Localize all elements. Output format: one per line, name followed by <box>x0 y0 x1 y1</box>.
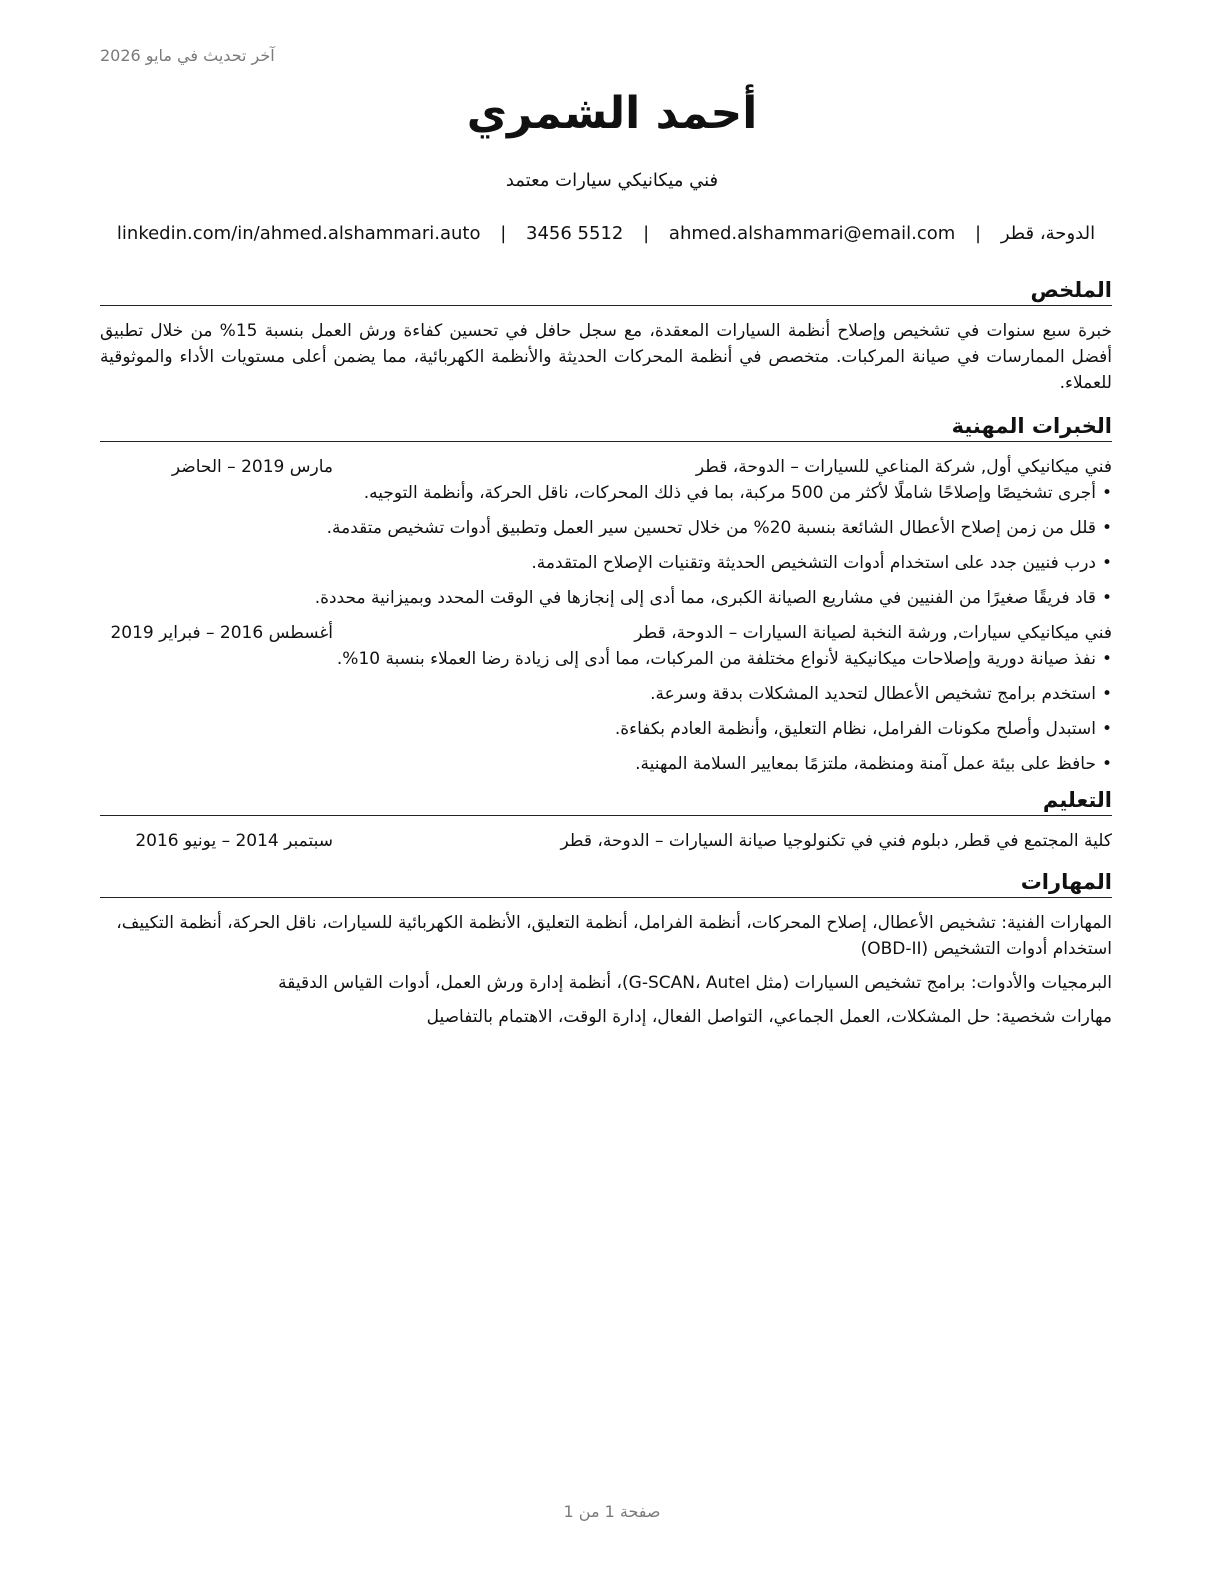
bullet-text: نفذ صيانة دورية وإصلاحات ميكانيكية لأنواع مختلفة من المركبات، مما أدى إلى زيادة رضا العملاء بنسبة 10%. <box>336 649 1096 669</box>
job-entry <box>100 454 1112 611</box>
page-number: صفحة 1 من 1 <box>563 1502 661 1521</box>
bullet-icon: • <box>1101 518 1112 538</box>
contact-linkedin[interactable]: linkedin.com/in/ahmed.alshammari.auto <box>116 223 481 244</box>
contact-separator: | <box>975 223 982 244</box>
bullet-icon: • <box>1101 684 1112 704</box>
resume-body <box>100 276 1112 1038</box>
experience-section <box>100 412 1112 777</box>
bullet-item <box>100 646 1112 672</box>
bullet-item <box>100 585 1112 611</box>
candidate-name: أحمد الشمري <box>466 88 758 139</box>
bullet-item <box>100 480 1112 506</box>
bullet-icon: • <box>1101 483 1112 503</box>
bullet-item <box>100 550 1112 576</box>
job-bullets <box>100 480 1112 611</box>
education-entry <box>100 828 1112 854</box>
bullet-icon: • <box>1101 553 1112 573</box>
bullet-text: قاد فريقًا صغيرًا من الفنيين في مشاريع الصيانة الكبرى، مما أدى إلى إنجازها في الوقت المحدد وبميزانية محددة. <box>314 588 1096 608</box>
job-dates: مارس 2019 – الحاضر <box>171 457 333 477</box>
bullet-text: حافظ على بيئة عمل آمنة ومنظمة، ملتزمًا بمعايير السلامة المهنية. <box>635 754 1096 774</box>
section-title-skills: المهارات <box>100 868 1112 898</box>
section-title-education: التعليم <box>100 786 1112 816</box>
bullet-item <box>100 515 1112 541</box>
section-title-summary: الملخص <box>100 276 1112 306</box>
skills-line-soft: مهارات شخصية: حل المشكلات، العمل الجماعي، التواصل الفعال، إدارة الوقت، الاهتمام بالتفاصيل <box>426 1007 1112 1027</box>
summary-text: خبرة سبع سنوات في تشخيص وإصلاح أنظمة السيارات المعقدة، مع سجل حافل في تحسين كفاءة ورش العمل بنسبة 15% من خلال تطبيق أفضل الممارسات في صيانة المركبات. متخصص في أنظمة المحركات الحديثة والأنظمة الكهربائية، مما يضمن أعلى مستويات الأداء والموثوقية للعملاء. <box>100 321 1113 393</box>
job-title: فني ميكانيكي سيارات معتمد <box>505 170 719 191</box>
contact-email[interactable]: ahmed.alshammari@email.com <box>668 223 956 244</box>
section-title-experience: الخبرات المهنية <box>100 412 1112 442</box>
education-heading: كلية المجتمع في قطر, دبلوم فني في تكنولوجيا صيانة السيارات – الدوحة، قطر <box>560 831 1112 851</box>
skills-line-software: البرمجيات والأدوات: برامج تشخيص السيارات (مثل G-SCAN، Autel)، أنظمة إدارة ورش العمل، أدوات القياس الدقيقة <box>278 973 1112 993</box>
job-header <box>100 620 1112 646</box>
bullet-icon: • <box>1101 588 1112 608</box>
bullet-text: استبدل وأصلح مكونات الفرامل، نظام التعليق، وأنظمة العادم بكفاءة. <box>614 719 1096 739</box>
last-updated: آخر تحديث في مايو 2026 <box>100 46 275 65</box>
job-dates: أغسطس 2016 – فبراير 2019 <box>110 623 333 643</box>
education-dates: سبتمبر 2014 – يونيو 2016 <box>135 831 333 851</box>
contact-separator: | <box>643 223 650 244</box>
skills-line-technical: المهارات الفنية: تشخيص الأعطال، إصلاح المحركات، أنظمة الفرامل، أنظمة التعليق، الأنظمة الكهربائية للسيارات، ناقل الحركة، أنظمة التكييف، استخدام أدوات التشخيص (OBD-II) <box>116 913 1112 959</box>
bullet-text: أجرى تشخيصًا وإصلاحًا شاملًا لأكثر من 500 مركبة، بما في ذلك المحركات، ناقل الحركة، وأنظمة التوجيه. <box>363 483 1096 503</box>
education-section <box>100 786 1112 854</box>
bullet-text: استخدم برامج تشخيص الأعطال لتحديد المشكلات بدقة وسرعة. <box>650 684 1096 704</box>
contact-line <box>100 223 1112 244</box>
bullet-item <box>100 751 1112 777</box>
bullet-icon: • <box>1101 649 1112 669</box>
bullet-item <box>100 716 1112 742</box>
contact-location: الدوحة، قطر <box>1000 223 1096 244</box>
job-bullets <box>100 646 1112 777</box>
bullet-item <box>100 681 1112 707</box>
summary-section <box>100 276 1112 396</box>
job-entry <box>100 620 1112 777</box>
job-header <box>100 454 1112 480</box>
job-heading: فني ميكانيكي أول, شركة المناعي للسيارات – الدوحة، قطر <box>695 457 1112 477</box>
contact-phone: 3456 5512 <box>526 223 624 244</box>
bullet-text: درب فنيين جدد على استخدام أدوات التشخيص الحديثة وتقنيات الإصلاح المتقدمة. <box>531 553 1096 573</box>
bullet-icon: • <box>1101 754 1112 774</box>
skills-section <box>100 868 1112 1030</box>
contact-separator: | <box>500 223 507 244</box>
job-heading: فني ميكانيكي سيارات, ورشة النخبة لصيانة السيارات – الدوحة، قطر <box>634 623 1112 643</box>
bullet-icon: • <box>1101 719 1112 739</box>
bullet-text: قلل من زمن إصلاح الأعطال الشائعة بنسبة 20% من خلال تحسين سير العمل وتطبيق أدوات تشخيص متقدمة. <box>326 518 1096 538</box>
